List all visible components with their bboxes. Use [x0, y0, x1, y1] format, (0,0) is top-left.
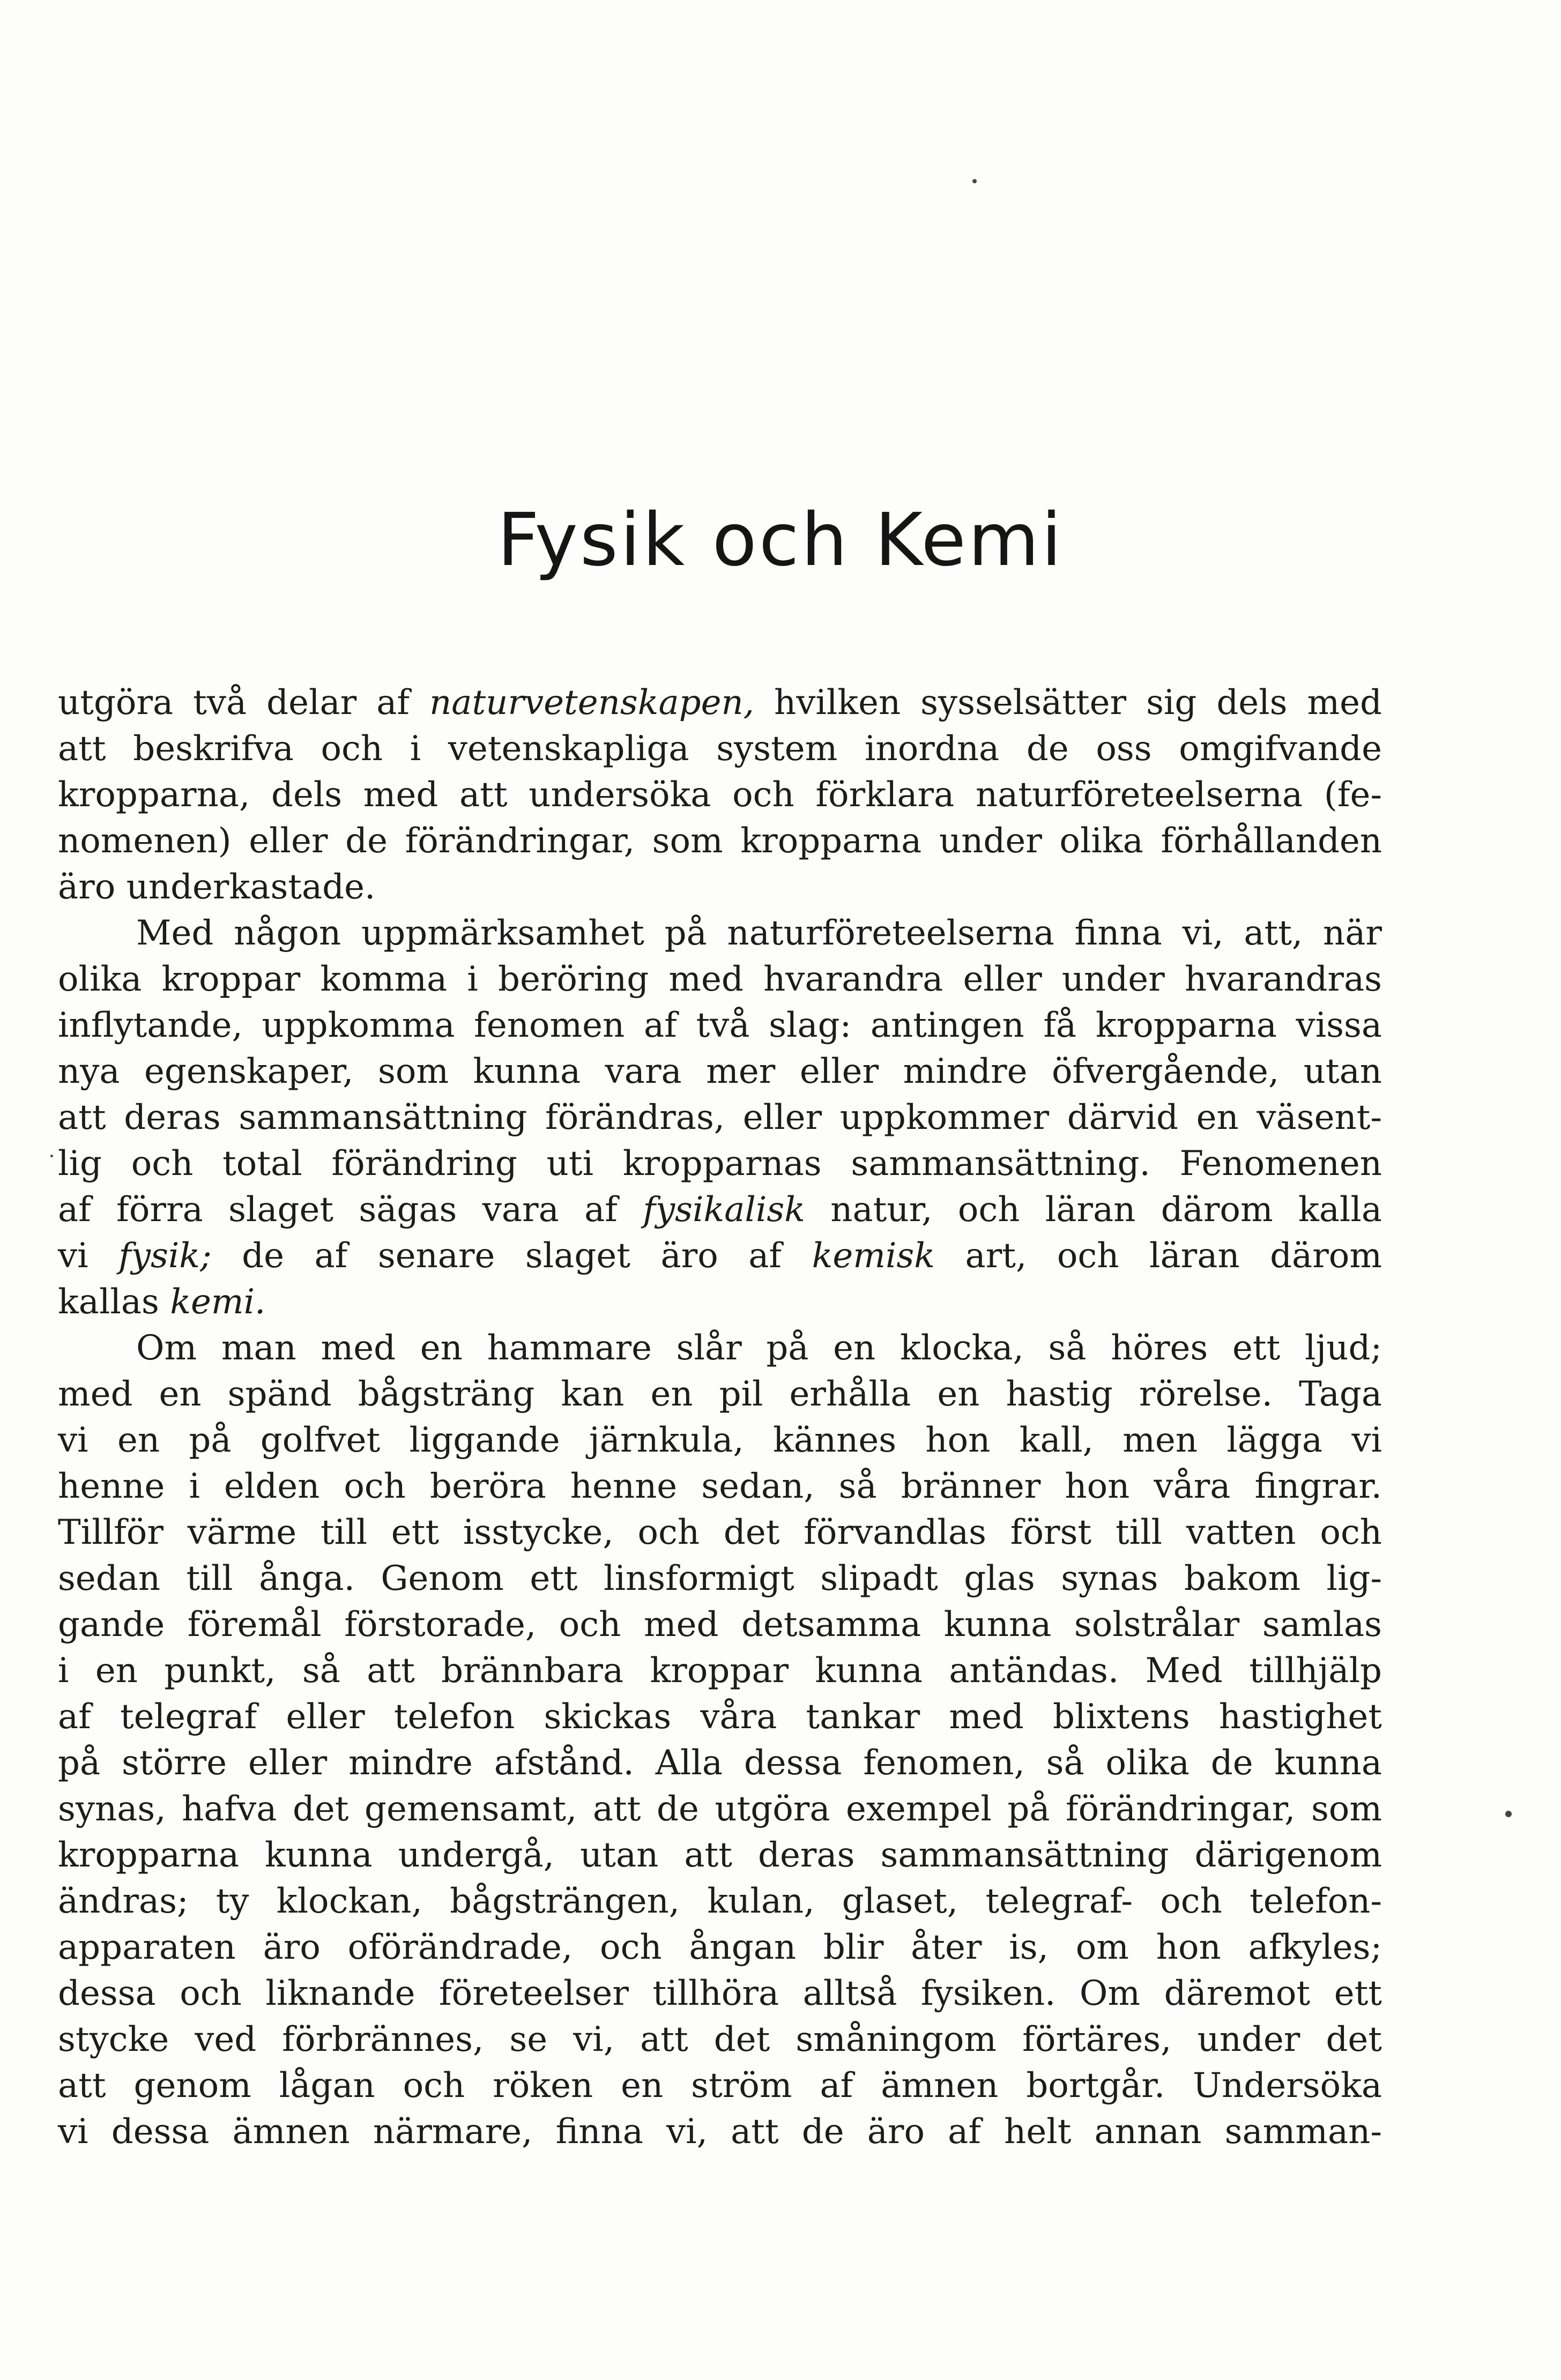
text-run: kallas [58, 1282, 170, 1322]
text-run: stycke ved förbrännes, se vi, att det småningom förtäres, under det [58, 2020, 1382, 2059]
text-line [58, 1648, 1382, 1694]
text-line [58, 2109, 1382, 2155]
text-line [58, 1233, 1382, 1279]
text-line [58, 1002, 1382, 1048]
text-run: Tillför värme till ett isstycke, och det förvandlas först till vatten och [58, 1513, 1382, 1552]
text-run: lig och total förändring uti kropparnas sammansättning. Fenomenen [58, 1144, 1382, 1184]
text-line [58, 1786, 1382, 1832]
text-line [58, 1970, 1382, 2017]
text-run: att deras sammansättning förändras, eller uppkommer därvid en väsent- [58, 1098, 1382, 1137]
text-run: med en spänd bågsträng kan en pil erhålla en hastig rörelse. Taga [58, 1374, 1382, 1414]
text-line [58, 818, 1382, 864]
text-run: Om man med en hammare slår på en klocka, så höres ett ljud; [136, 1328, 1382, 1368]
text-run: att genom lågan och röken en ström af ämnen bortgår. Undersöka [58, 2066, 1382, 2106]
ink-speck [1505, 1811, 1512, 1817]
text-line [58, 1463, 1382, 1509]
text-line [58, 910, 1382, 956]
text-line [58, 1187, 1382, 1233]
text-line [58, 1924, 1382, 1970]
text-run: natur, och läran därom kalla [805, 1190, 1382, 1230]
text-line [58, 1095, 1382, 1141]
page-title: Fysik och Kemi [497, 498, 1064, 583]
text-line [58, 1740, 1382, 1786]
text-line [58, 1279, 1382, 1325]
body-text [58, 680, 1382, 2155]
ink-speck [972, 179, 977, 183]
text-line [58, 864, 1382, 910]
text-run: kropparna kunna undergå, utan att deras sammansättning därigenom [58, 1835, 1382, 1875]
text-line [58, 1832, 1382, 1878]
text-run: vi dessa ämnen närmare, finna vi, att de äro af helt annan samman- [58, 2112, 1382, 2152]
text-run: gande föremål förstorade, och med detsamma kunna solstrålar samlas [58, 1605, 1382, 1645]
text-run: dessa och liknande företeelser tillhöra alltså fysiken. Om däremot ett [58, 1974, 1382, 2013]
text-run: af telegraf eller telefon skickas våra tankar med blixtens hastighet [58, 1697, 1382, 1737]
ink-speck [50, 1155, 53, 1157]
text-line [58, 1325, 1382, 1371]
text-run: sedan till ånga. Genom ett linsformigt slipadt glas synas bakom lig- [58, 1559, 1382, 1598]
text-line [58, 1509, 1382, 1556]
text-run: af förra slaget sägas vara af [58, 1190, 643, 1230]
text-run: äro underkastade. [58, 867, 376, 907]
text-line [58, 1556, 1382, 1602]
text-line [58, 680, 1382, 726]
text-line [58, 1371, 1382, 1417]
text-run: ändras; ty klockan, bågsträngen, kulan, glaset, telegraf- och telefon- [58, 1881, 1382, 1921]
italic-term: fysik; [118, 1236, 212, 1276]
text-line [58, 1694, 1382, 1740]
text-run: synas, hafva det gemensamt, att de utgöra exempel på förändringar, som [58, 1789, 1382, 1829]
text-line [58, 956, 1382, 1002]
text-line [58, 1602, 1382, 1648]
text-line [58, 726, 1382, 772]
text-line [58, 1878, 1382, 1924]
text-line [58, 1417, 1382, 1463]
text-line [58, 1048, 1382, 1095]
text-run: apparaten äro oförändrade, och ångan blir åter is, om hon afkyles; [58, 1928, 1382, 1967]
text-line [58, 2017, 1382, 2063]
text-run: vi en på golfvet liggande järnkula, kännes hon kall, men lägga vi [58, 1420, 1382, 1460]
italic-term: kemisk [812, 1236, 935, 1276]
text-run: nomenen) eller de förändringar, som kropparna under olika förhållanden [58, 821, 1382, 861]
text-line [58, 772, 1382, 818]
text-run: de af senare slaget äro af [211, 1236, 812, 1276]
text-line [58, 2063, 1382, 2109]
text-run: inflytande, uppkomma fenomen af två slag: antingen få kropparna vissa [58, 1006, 1382, 1045]
text-line [58, 1141, 1382, 1187]
italic-term: fysikalisk [643, 1190, 805, 1230]
text-run: utgöra två delar af [58, 683, 430, 723]
text-run: Med någon uppmärksamhet på naturföreteelserna finna vi, att, när [136, 913, 1382, 953]
italic-term: kemi. [170, 1282, 266, 1322]
text-run: på större eller mindre afstånd. Alla dessa fenomen, så olika de kunna [58, 1743, 1382, 1783]
text-run: nya egenskaper, som kunna vara mer eller mindre öfvergående, utan [58, 1052, 1382, 1091]
text-run: att beskrifva och i vetenskapliga system inordna de oss omgifvande [58, 729, 1382, 769]
text-run: art, och läran därom [935, 1236, 1382, 1276]
italic-term: naturvetenskapen, [429, 683, 754, 723]
text-run: kropparna, dels med att undersöka och förklara naturföreteelserna (fe- [58, 775, 1382, 815]
text-run: hvilken sysselsätter sig dels med [754, 683, 1382, 723]
text-run: olika kroppar komma i beröring med hvarandra eller under hvarandras [58, 960, 1382, 999]
text-run: vi [58, 1236, 119, 1276]
text-run: i en punkt, så att brännbara kroppar kunna antändas. Med tillhjälp [58, 1651, 1382, 1691]
text-run: henne i elden och beröra henne sedan, så bränner hon våra fingrar. [58, 1467, 1382, 1506]
